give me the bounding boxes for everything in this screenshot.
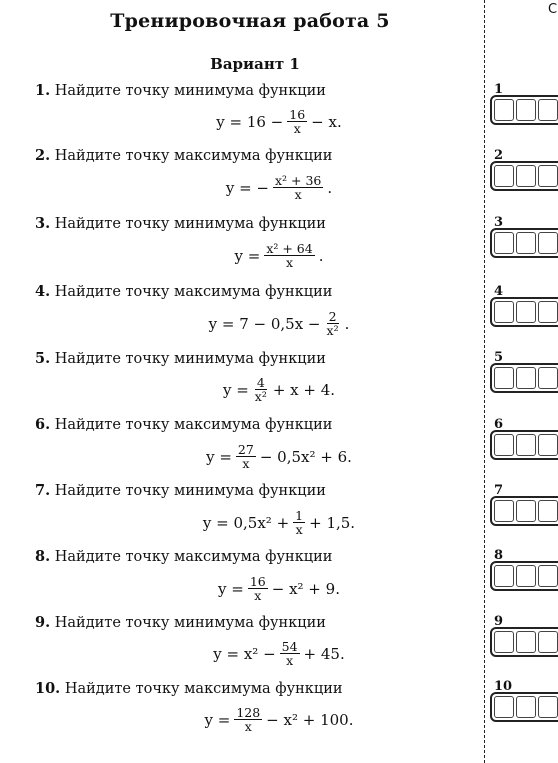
fraction-denominator: x [254, 588, 262, 603]
task-number: 3. [35, 215, 51, 232]
task-9 [35, 614, 475, 631]
formula-7 [0, 509, 558, 536]
task-4 [35, 283, 475, 300]
task-text: Найдите точку минимума функции [54, 216, 326, 232]
fraction-numerator: x² + 64 [266, 241, 313, 256]
answer-label-7: 7 [494, 483, 504, 498]
formula-pre: y = − [225, 178, 269, 197]
fraction-numerator: 16 [249, 574, 266, 589]
formula-pre: y = 16 − [216, 112, 284, 131]
answer-label-1: 1 [494, 82, 504, 97]
fraction-numerator: 27 [237, 442, 254, 457]
fraction-denominator: x [244, 719, 252, 734]
task-7 [35, 482, 475, 499]
fraction [264, 242, 314, 269]
task-number: 10. [35, 680, 61, 697]
formula-6 [0, 443, 558, 470]
fraction-numerator: 4 [256, 375, 265, 390]
formula-pre: y = 0,5x² + [202, 513, 290, 532]
fraction-denominator: x [293, 121, 301, 136]
formula-5 [0, 376, 558, 403]
fraction [273, 174, 323, 201]
formula-post: + 45. [303, 644, 345, 663]
fraction [234, 706, 262, 733]
formula-8 [0, 575, 558, 602]
task-text: Найдите точку максимума функции [54, 417, 333, 433]
answer-box-6[interactable] [490, 430, 558, 460]
task-text: Найдите точку максимума функции [54, 148, 333, 164]
task-text: Найдите точку минимума функции [54, 615, 326, 631]
task-number: 9. [35, 614, 51, 631]
answer-box-9[interactable] [490, 627, 558, 657]
formula-post: − x. [311, 112, 342, 131]
answer-label-5: 5 [494, 350, 504, 365]
formula-9 [0, 640, 558, 667]
answer-box-5[interactable] [490, 363, 558, 393]
answer-label-10: 10 [494, 679, 513, 694]
task-text: Найдите точку максимума функции [64, 681, 343, 697]
fraction-denominator: x [285, 255, 294, 270]
task-number: 1. [35, 82, 51, 99]
fraction-denominator: x [294, 187, 302, 202]
formula-post: + 1,5. [309, 513, 356, 532]
answer-label-8: 8 [494, 548, 504, 563]
fraction-numerator: 54 [281, 639, 298, 654]
answer-box-10[interactable] [490, 692, 558, 722]
formula-post: . [344, 314, 350, 333]
answer-box-1[interactable] [490, 95, 558, 125]
fraction [280, 640, 300, 667]
formula-1 [0, 108, 558, 135]
answer-box-2[interactable] [490, 161, 558, 191]
formula-pre: y = [204, 710, 231, 729]
answer-box-3[interactable] [490, 228, 558, 258]
fraction-numerator: x² + 36 [274, 173, 322, 188]
task-6 [35, 416, 475, 433]
fraction [325, 310, 341, 337]
formula-4 [0, 310, 558, 337]
formula-post: . [327, 178, 333, 197]
formula-pre: y = [218, 579, 244, 598]
fraction-denominator: x [286, 653, 294, 668]
task-text: Найдите точку максимума функции [54, 549, 333, 565]
fraction-numerator: 1 [295, 508, 304, 523]
task-3 [35, 215, 475, 232]
task-number: 4. [35, 283, 51, 300]
formula-pre: y = [206, 447, 232, 466]
fraction [293, 509, 305, 536]
task-text: Найдите точку минимума функции [54, 83, 326, 99]
fraction [248, 575, 268, 602]
formula-3 [0, 242, 558, 269]
fraction [287, 108, 307, 135]
answer-box-4[interactable] [490, 297, 558, 327]
formula-pre: y = [222, 380, 249, 399]
variant-heading: Вариант 1 [210, 55, 300, 73]
formula-10 [0, 706, 558, 733]
task-number: 6. [35, 416, 51, 433]
formula-pre: y = [234, 246, 261, 265]
task-text: Найдите точку максимума функции [54, 284, 333, 300]
answer-label-6: 6 [494, 417, 504, 432]
task-8 [35, 548, 475, 565]
formula-post: − x² + 100. [266, 710, 354, 729]
formula-post: . [318, 246, 324, 265]
fraction [236, 443, 256, 470]
answer-label-3: 3 [494, 215, 504, 230]
task-5 [35, 350, 475, 367]
fraction-denominator: x² [326, 323, 339, 338]
corner-label: С [548, 2, 558, 17]
formula-post: − 0,5x² + 6. [259, 447, 352, 466]
answer-label-9: 9 [494, 614, 504, 629]
formula-post: + x + 4. [272, 380, 336, 399]
answer-box-7[interactable] [490, 496, 558, 526]
answer-label-2: 2 [494, 148, 504, 163]
answer-label-4: 4 [494, 284, 504, 299]
task-number: 8. [35, 548, 51, 565]
fraction-denominator: x [295, 522, 303, 537]
task-text: Найдите точку минимума функции [54, 483, 326, 499]
task-10 [35, 680, 475, 697]
fraction-denominator: x [242, 456, 250, 471]
task-2 [35, 147, 475, 164]
task-text: Найдите точку минимума функции [54, 351, 326, 367]
task-number: 7. [35, 482, 51, 499]
formula-pre: y = 7 − 0,5x − [208, 314, 321, 333]
fraction-numerator: 2 [328, 309, 337, 324]
task-1 [35, 82, 475, 99]
fraction-numerator: 128 [236, 705, 261, 720]
task-number: 5. [35, 350, 51, 367]
formula-2 [0, 174, 558, 201]
fraction-numerator: 16 [289, 107, 306, 122]
answer-box-8[interactable] [490, 561, 558, 591]
task-number: 2. [35, 147, 51, 164]
fraction [253, 376, 269, 403]
page-title: Тренировочная работа 5 [110, 10, 390, 32]
fraction-denominator: x² [254, 389, 267, 404]
formula-pre: y = x² − [213, 644, 276, 663]
formula-post: − x² + 9. [271, 579, 340, 598]
